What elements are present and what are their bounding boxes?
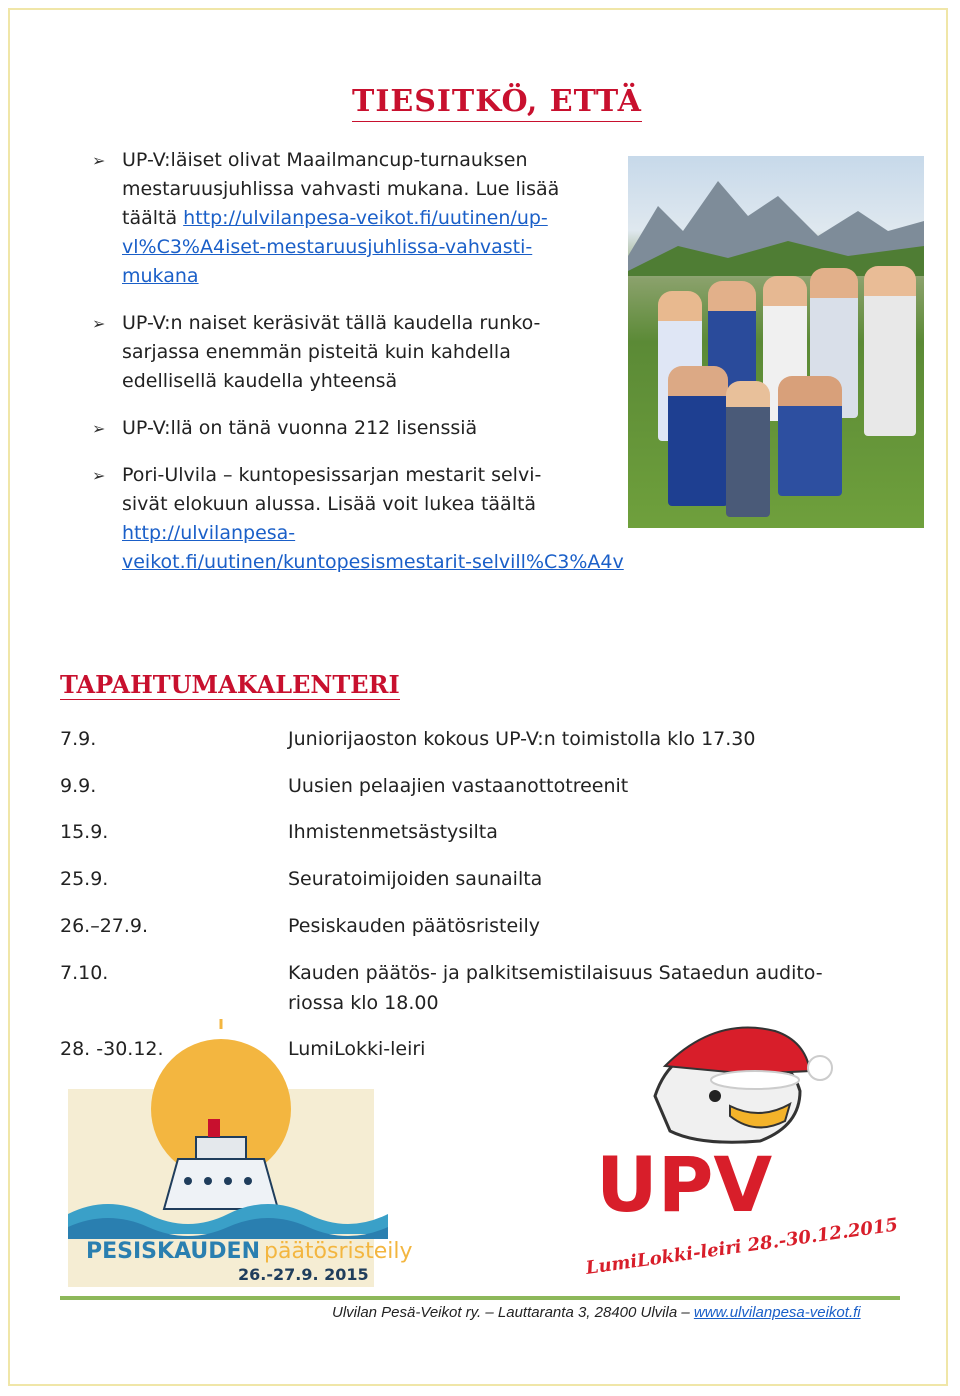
list-item: ➢ UP-V:n naiset keräsivät tällä kaudella runko- sarjassa enemmän pisteitä kuin kahdella edellisellä kaudella yhteensä	[92, 309, 692, 396]
cruise-logo	[68, 1089, 413, 1287]
player-figure	[668, 366, 728, 506]
event-date: 15.9.	[60, 821, 109, 843]
event-title: Kauden päätös- ja palkitsemistilaisuus Sataedun audito-	[288, 962, 823, 984]
svg-text:UPV: UPV	[596, 1140, 773, 1229]
news-link[interactable]: http://ulvilanpesa- veikot.fi/uutinen/kuntopesismestarit-selvill%C3%A4v	[122, 522, 624, 573]
team-photo	[628, 156, 924, 528]
arrow-bullet-icon: ➢	[92, 419, 106, 438]
list-item: ➢ UP-V:läiset olivat Maailmancup-turnauksen mestaruusjuhlissa vahvasti mukana. Lue lisää täältä http://ulvilanpesa-veikot.fi/uutinen/up- vl%C3%A4iset-mestaruusjuhlissa-vahvasti- mukana	[92, 146, 692, 291]
list-item: ➢ UP-V:llä on tänä vuonna 212 lisenssiä	[92, 414, 692, 443]
calendar-heading: TAPAHTUMAKALENTERI	[60, 670, 400, 699]
event-date: 9.9.	[60, 775, 97, 797]
arrow-bullet-icon: ➢	[92, 314, 106, 333]
event-title: Juniorijaoston kokous UP-V:n toimistolla klo 17.30	[288, 728, 756, 750]
section-title: TIESITKÖ, ETTÄ	[352, 84, 642, 122]
event-date: 26.–27.9.	[60, 915, 149, 937]
event-title: Pesiskauden päätösristeily	[288, 915, 540, 937]
player-figure	[778, 376, 842, 496]
player-figure	[864, 266, 916, 436]
list-item: ➢ Pori-Ulvila – kuntopesissarjan mestarit selvi- sivät elokuun alussa. Lisää voit lukea täältä http://ulvilanpesa- veikot.fi/uutinen/kuntopesismestarit-selvill%C3%A4v	[92, 461, 692, 577]
event-title: Uusien pelaajien vastaanottotreenit	[288, 775, 629, 797]
event-title: LumiLokki-leiri	[288, 1038, 426, 1060]
cruise-title: PESISKAUDEN päätösristeily	[86, 1239, 413, 1264]
cruise-dates: 26.-27.9. 2015	[238, 1265, 369, 1284]
event-title-continued: riossa klo 18.00	[288, 992, 439, 1014]
event-title: Ihmistenmetsästysilta	[288, 821, 498, 843]
svg-text:LumiLokki-leiri 28.-30.12.2015: LumiLokki-leiri 28.-30.12.2015	[584, 1214, 900, 1279]
event-date: 7.10.	[60, 962, 109, 984]
seagull-mascot-illustration	[500, 996, 900, 1279]
mountains-illustration	[628, 176, 924, 276]
event-date: 25.9.	[60, 868, 109, 890]
fact-list	[92, 146, 692, 595]
event-title: Seuratoimijoiden saunailta	[288, 868, 543, 890]
footer-rule	[60, 1296, 900, 1300]
website-link[interactable]: www.ulvilanpesa-veikot.fi	[693, 1304, 861, 1321]
camp-logo	[500, 996, 900, 1279]
player-figure	[726, 381, 770, 517]
arrow-bullet-icon: ➢	[92, 466, 106, 485]
footer: Ulvilan Pesä-Veikot ry. – Lauttaranta 3, 28400 Ulvila – www.ulvilanpesa-veikot.fi	[332, 1304, 861, 1321]
arrow-bullet-icon: ➢	[92, 151, 106, 170]
news-link[interactable]: http://ulvilanpesa-veikot.fi/uutinen/up- vl%C3%A4iset-mestaruusjuhlissa-vahvasti- mukana	[122, 207, 548, 287]
event-date: 28. -30.12.	[60, 1038, 164, 1060]
event-date: 7.9.	[60, 728, 97, 750]
